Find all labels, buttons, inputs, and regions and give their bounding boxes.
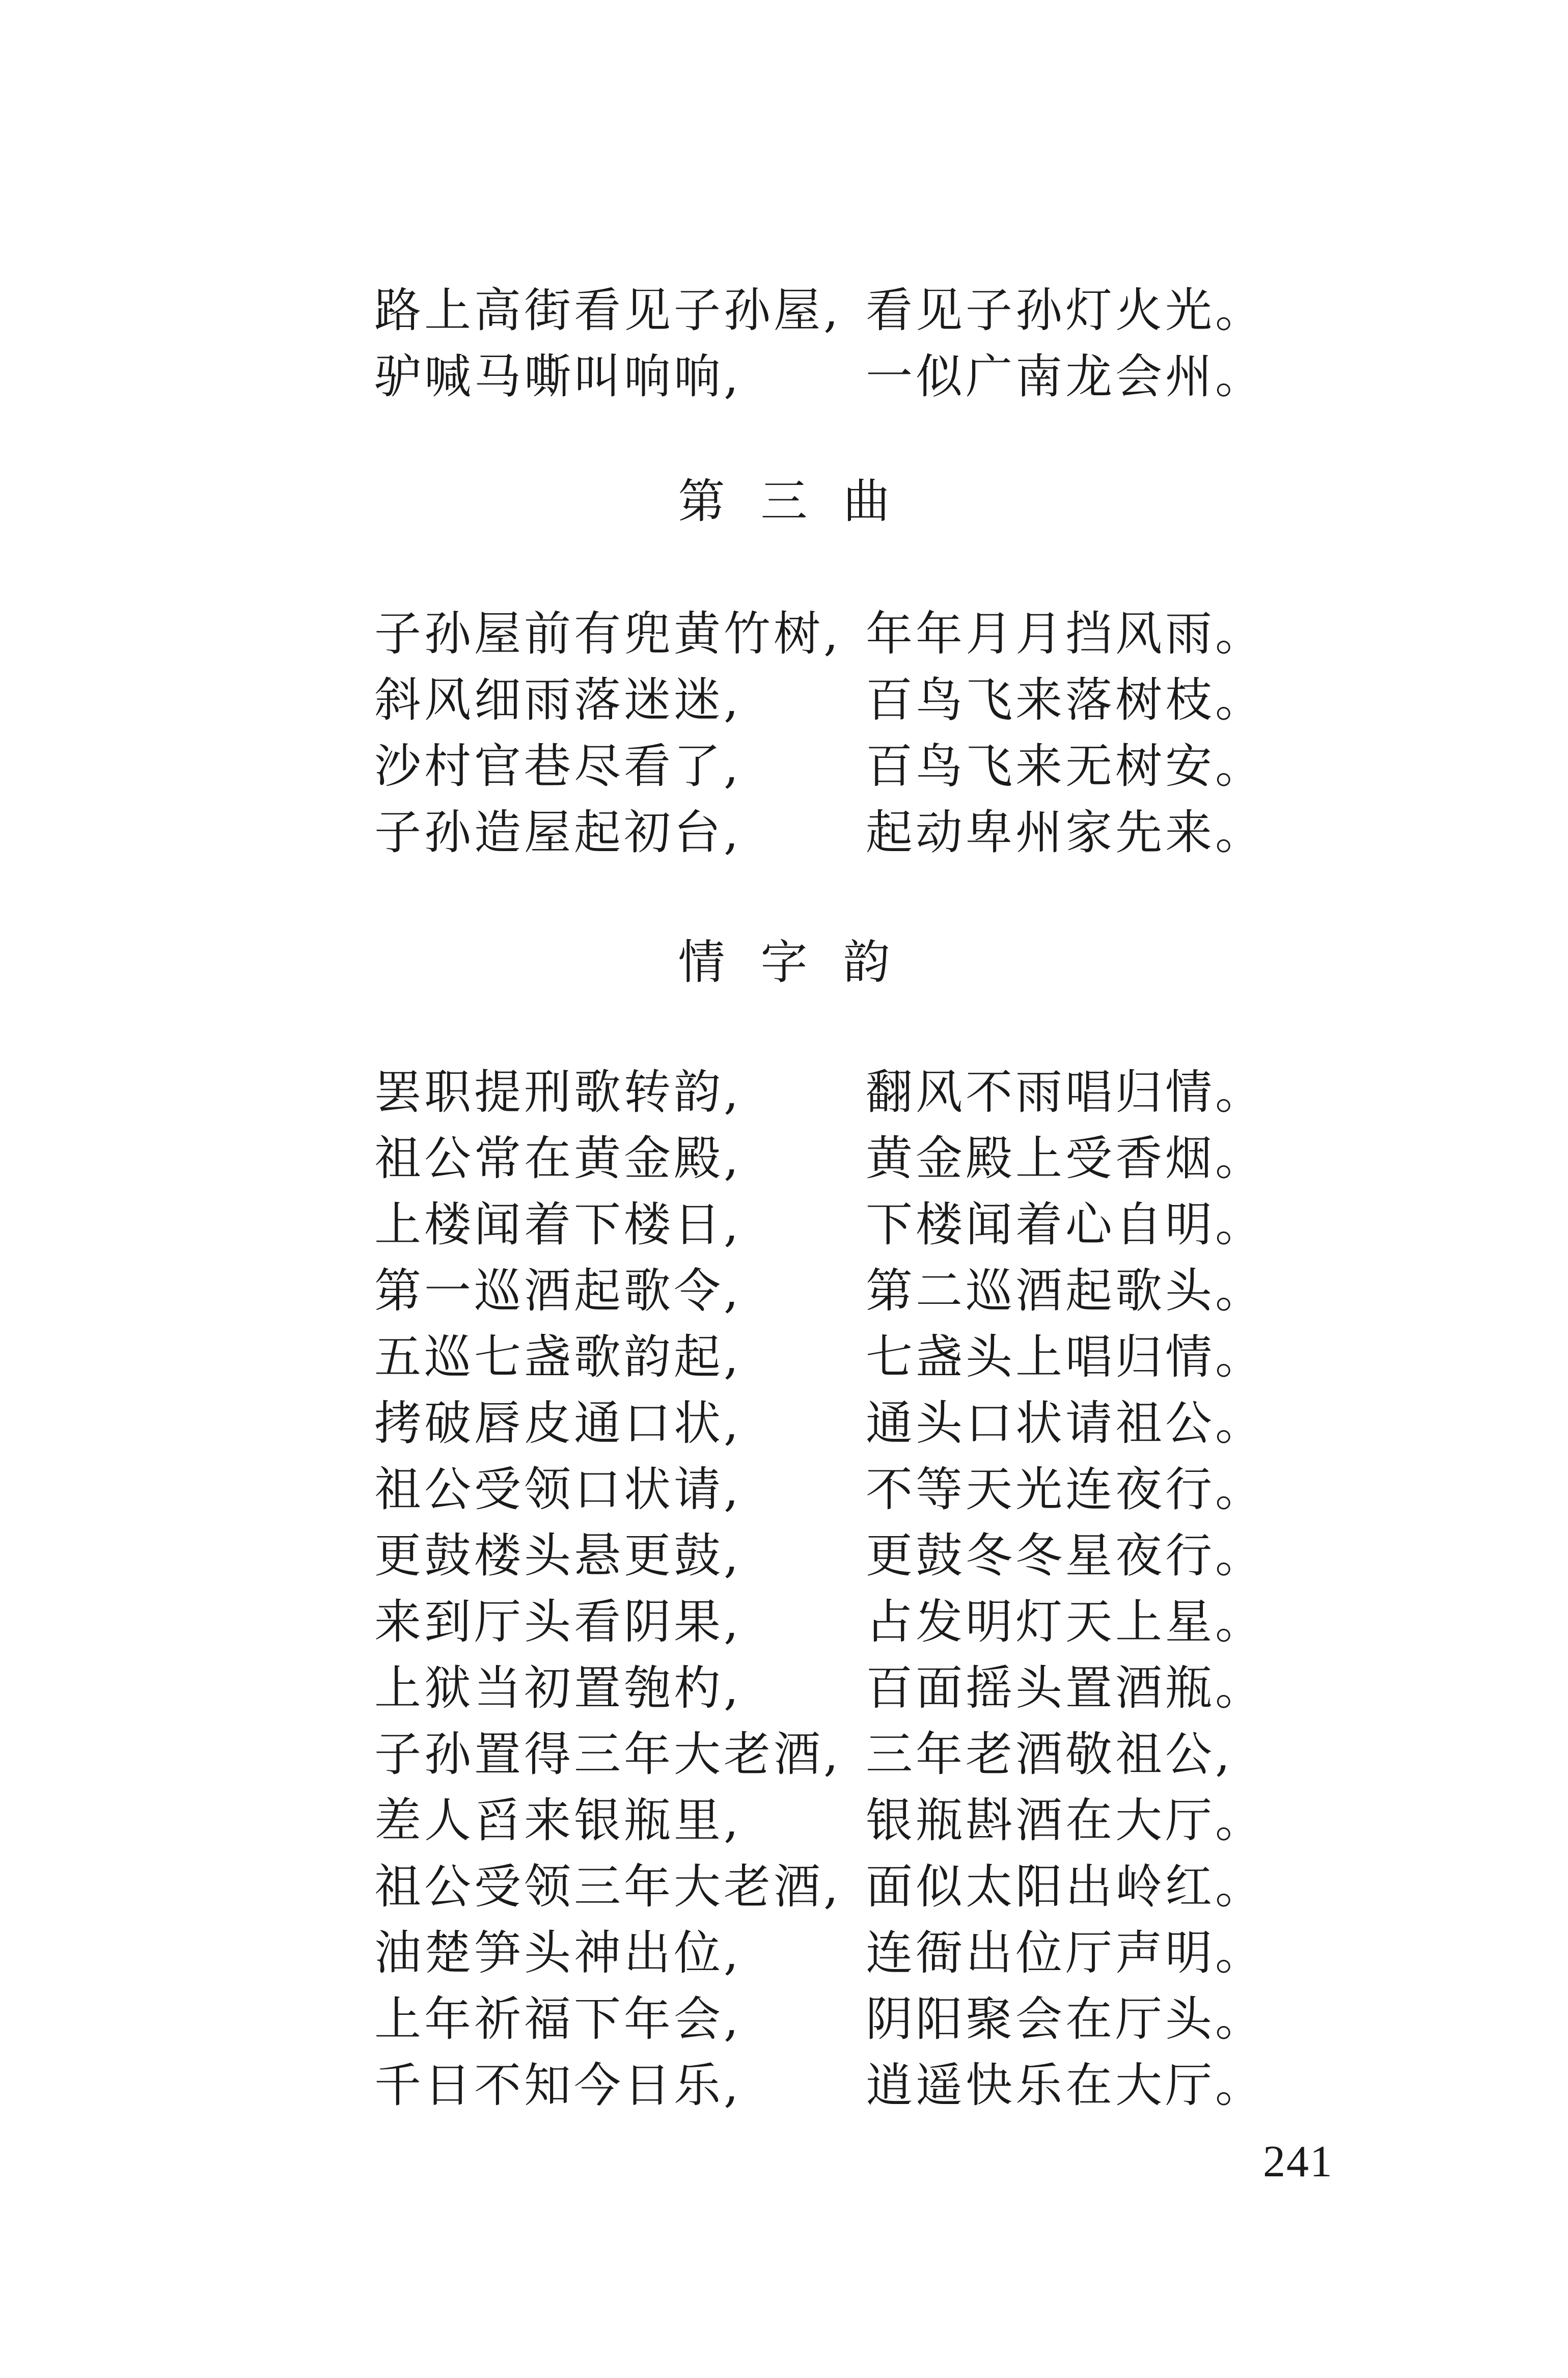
couplet-first-line: 子孙造屋起初台, (374, 805, 742, 860)
couplet-first-line: 千日不知今日乐, (374, 2058, 742, 2113)
couplet-second-line: 第二巡酒起歌头。 (866, 1264, 1266, 1318)
couplet-first-line: 上楼闻着下楼日, (374, 1197, 742, 1252)
couplet-first-line: 油楚笋头神出位, (374, 1926, 742, 1980)
couplet-second-line: 下楼闻着心自明。 (866, 1197, 1266, 1252)
couplet (0, 1258, 1568, 1324)
couplet-second-line: 年年月月挡风雨。 (866, 607, 1266, 661)
couplet-first-line: 罢职提刑歌转韵, (374, 1065, 742, 1119)
couplet (0, 1721, 1568, 1788)
couplet-second-line: 占发明灯天上星。 (866, 1595, 1266, 1649)
couplet-second-line: 七盏头上唱归情。 (866, 1330, 1266, 1384)
couplet (0, 1920, 1568, 1986)
section-heading-di-san-qu: 第三曲 (678, 474, 926, 529)
couplet-second-line: 百鸟飞来落树枝。 (866, 673, 1266, 727)
couplet-second-line: 不等天光连夜行。 (866, 1462, 1266, 1517)
couplet-first-line: 子孙屋前有兜黄竹树, (374, 607, 842, 661)
couplet-second-line: 逍遥快乐在大厅。 (866, 2058, 1266, 2113)
couplet-first-line: 第一巡酒起歌令, (374, 1264, 742, 1318)
couplet-first-line: 沙村官巷尽看了, (374, 739, 742, 794)
couplet (0, 1126, 1568, 1192)
couplet (0, 1390, 1568, 1457)
couplet-second-line: 百面摇头置酒瓶。 (866, 1661, 1266, 1715)
couplet-second-line: 百鸟飞来无树安。 (866, 739, 1266, 794)
couplet-second-line: 通头口状请祖公。 (866, 1396, 1266, 1451)
couplet-first-line: 差人舀来银瓶里, (374, 1793, 742, 1848)
section-heading-qing-zi-yun: 情字韵 (678, 935, 926, 990)
couplet (0, 1059, 1568, 1126)
couplet-second-line: 更鼓冬冬星夜行。 (866, 1528, 1266, 1583)
couplet-second-line: 面似太阳出岭红。 (866, 1860, 1266, 1914)
couplet (0, 344, 1568, 410)
couplet-second-line: 看见子孙灯火光。 (866, 283, 1266, 338)
couplet (0, 1324, 1568, 1390)
section-1-verse-block (0, 601, 1568, 866)
couplet (0, 1192, 1568, 1258)
couplet (0, 800, 1568, 866)
couplet-first-line: 祖公常在黄金殿, (374, 1131, 742, 1186)
couplet-second-line: 银瓶斟酒在大厅。 (866, 1793, 1266, 1848)
couplet (0, 733, 1568, 800)
section-2-verse-block (0, 1059, 1568, 2119)
couplet-second-line: 起动卑州家先来。 (866, 805, 1266, 860)
couplet-first-line: 拷破唇皮通口状, (374, 1396, 742, 1451)
couplet-first-line: 上狱当初置匏杓, (374, 1661, 742, 1715)
couplet-second-line: 翻风不雨唱归情。 (866, 1065, 1266, 1119)
couplet-first-line: 来到厅头看阴果, (374, 1595, 742, 1649)
couplet-first-line: 上年祈福下年会, (374, 1992, 742, 2046)
couplet (0, 1523, 1568, 1589)
couplet (0, 601, 1568, 667)
couplet (0, 278, 1568, 344)
couplet-second-line: 连衙出位厅声明。 (866, 1926, 1266, 1980)
couplet (0, 1655, 1568, 1721)
couplet-first-line: 祖公受领三年大老酒, (374, 1860, 842, 1914)
couplet-second-line: 三年老酒敬祖公, (866, 1727, 1233, 1782)
couplet (0, 1788, 1568, 1854)
couplet-second-line: 阴阳聚会在厅头。 (866, 1992, 1266, 2046)
page-number: 241 (1263, 2137, 1333, 2186)
opening-verse-block (0, 278, 1568, 410)
couplet (0, 1854, 1568, 1920)
couplet-first-line: 斜风细雨落迷迷, (374, 673, 742, 727)
couplet (0, 667, 1568, 733)
couplet-first-line: 五巡七盏歌韵起, (374, 1330, 742, 1384)
couplet-first-line: 驴喊马嘶叫响响, (374, 349, 742, 404)
couplet-first-line: 路上高街看见子孙屋, (374, 283, 842, 338)
couplet-first-line: 祖公受领口状请, (374, 1462, 742, 1517)
couplet (0, 1986, 1568, 2053)
couplet-second-line: 一似广南龙会州。 (866, 349, 1266, 404)
couplet (0, 2053, 1568, 2119)
couplet-first-line: 更鼓楼头悬更鼓, (374, 1528, 742, 1583)
couplet-second-line: 黄金殿上受香烟。 (866, 1131, 1266, 1186)
couplet (0, 1457, 1568, 1523)
couplet (0, 1589, 1568, 1655)
couplet-first-line: 子孙置得三年大老酒, (374, 1727, 842, 1782)
